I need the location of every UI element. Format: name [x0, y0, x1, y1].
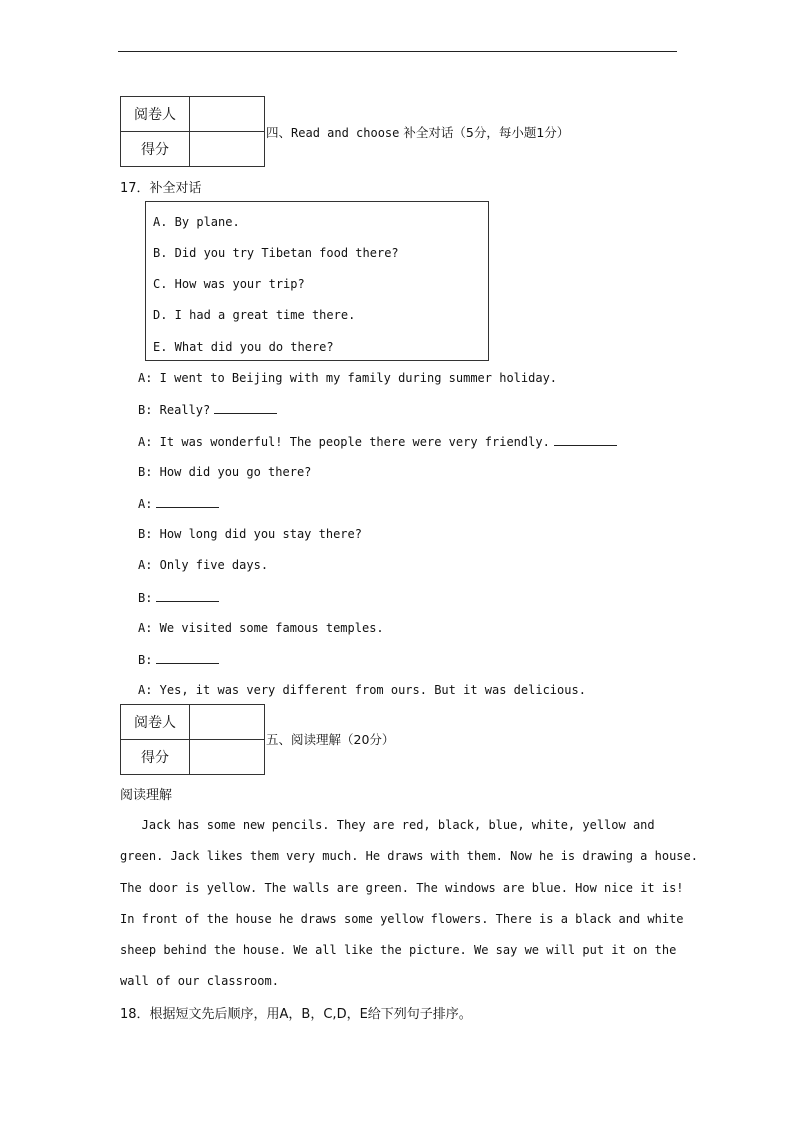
header-rule [118, 51, 677, 52]
choices-box [145, 201, 489, 361]
choice-e: E. What did you do there? [153, 340, 334, 354]
answer-blank[interactable] [156, 590, 219, 602]
passage-line: The door is yellow. The walls are green. The windows are blue. How nice it is! [120, 881, 684, 895]
dialogue-text: B: How long did you stay there? [138, 527, 362, 541]
passage-line: wall of our classroom. [120, 974, 279, 988]
answer-blank[interactable] [214, 402, 277, 414]
dialogue-text: A: We visited some famous temples. [138, 621, 384, 635]
reviewer-cell [190, 705, 265, 740]
dialogue-text: B: [138, 591, 153, 605]
dialogue-text: A: It was wonderful! The people there were very friendly. [138, 435, 550, 449]
section4-title [266, 123, 569, 141]
dialogue-text: B: How did you go there? [138, 465, 312, 479]
reviewer-label: 阅卷人 [121, 705, 190, 740]
section5-title: 五、阅读理解（20分） [266, 732, 395, 747]
section4-title-cn: 补全对话（5分，每小题1分） [403, 125, 570, 140]
answer-blank[interactable] [156, 496, 219, 508]
dialogue-line [138, 402, 277, 417]
dialogue-line [138, 465, 311, 479]
dialogue-text: A: Yes, it was very different from ours. But it was delicious. [138, 683, 586, 697]
score-table-section4 [120, 96, 265, 167]
dialogue-line [138, 652, 219, 667]
dialogue-line [138, 590, 219, 605]
section4-number: 四、 [266, 125, 292, 140]
reviewer-cell [190, 97, 265, 132]
dialogue-line [138, 558, 268, 572]
dialogue-line [138, 683, 586, 697]
choice-c: C. How was your trip? [153, 277, 305, 291]
question17-label: 17．补全对话 [120, 181, 202, 196]
passage-line: In front of the house he draws some yellow flowers. There is a black and white [120, 912, 684, 926]
question18-label: 18．根据短文先后顺序，用A，B，C,D，E给下列句子排序。 [120, 1007, 472, 1022]
score-cell [190, 132, 265, 167]
score-label: 得分 [121, 740, 190, 775]
answer-blank[interactable] [554, 434, 617, 446]
dialogue-line [138, 371, 557, 385]
choice-b: B. Did you try Tibetan food there? [153, 246, 399, 260]
passage-line: green. Jack likes them very much. He draws with them. Now he is drawing a house. [120, 849, 698, 863]
answer-blank[interactable] [156, 652, 219, 664]
score-label: 得分 [121, 132, 190, 167]
dialogue-line [138, 621, 384, 635]
reviewer-label: 阅卷人 [121, 97, 190, 132]
passage-line: Jack has some new pencils. They are red, black, blue, white, yellow and [120, 818, 655, 832]
dialogue-text: A: I went to Beijing with my family during summer holiday. [138, 371, 558, 385]
dialogue-text: A: [138, 497, 153, 511]
section4-title-en: Read and choose [291, 126, 400, 140]
score-table-section5 [120, 704, 265, 775]
dialogue-text: B: Really? [138, 403, 211, 417]
dialogue-text: B: [138, 653, 153, 667]
choice-a: A. By plane. [153, 215, 240, 229]
reading-label: 阅读理解 [120, 788, 173, 803]
dialogue-line [138, 527, 362, 541]
dialogue-line [138, 496, 219, 511]
passage-line: sheep behind the house. We all like the picture. We say we will put it on the [120, 943, 677, 957]
choice-d: D. I had a great time there. [153, 308, 356, 322]
dialogue-line [138, 434, 617, 449]
score-cell [190, 740, 265, 775]
dialogue-text: A: Only five days. [138, 558, 269, 572]
